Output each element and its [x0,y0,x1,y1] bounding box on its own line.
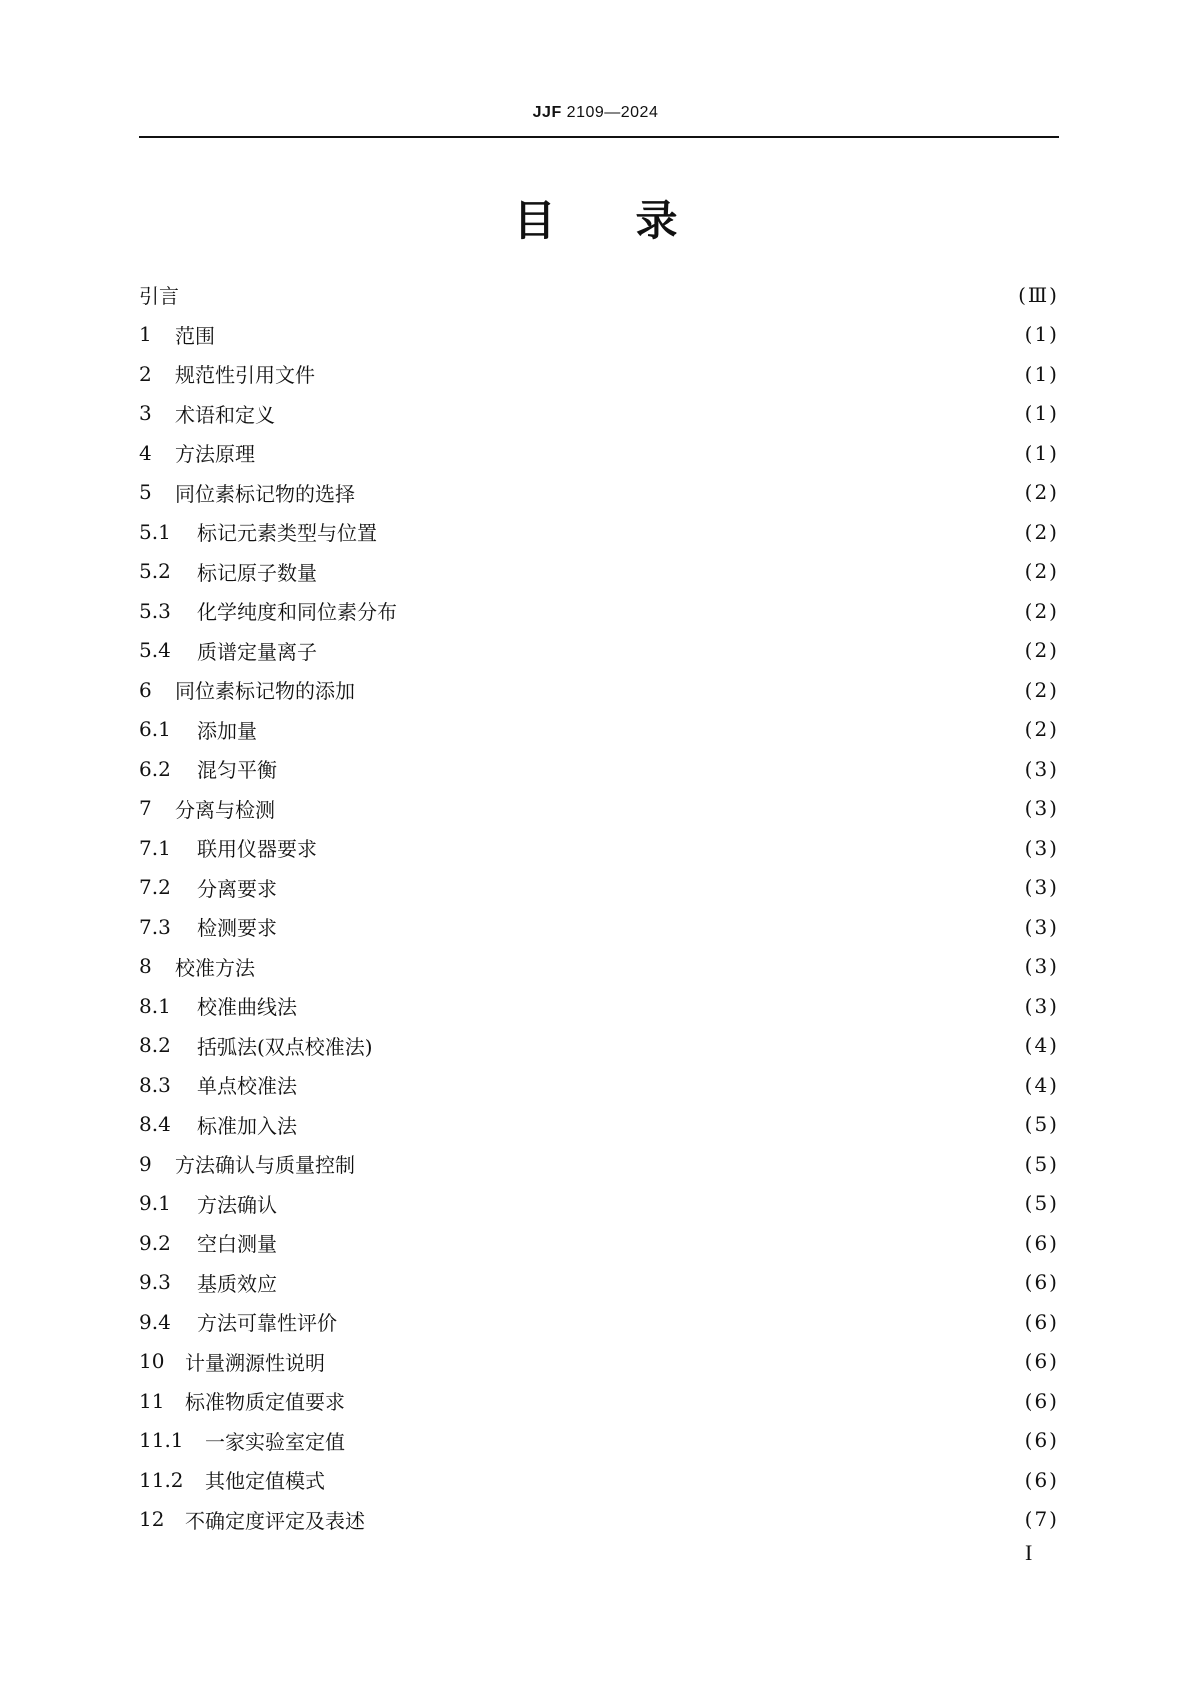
toc-entry-page: (2) [1024,717,1059,742]
toc-entry-page: (5) [1024,1191,1059,1216]
toc-entry[interactable] [139,789,1059,829]
toc-entry-title: 单点校准法 [197,1074,297,1099]
toc-dot-leader [281,917,1021,937]
toc-entry-page: (4) [1024,1033,1059,1058]
toc-entry-title: 添加量 [197,718,257,743]
toc-entry-page: (6) [1024,1270,1059,1295]
toc-entry-title: 范围 [175,323,215,348]
toc-entry[interactable] [139,1065,1059,1105]
document-code-prefix: JJF [532,104,562,121]
toc-entry-page: (6) [1024,1467,1059,1492]
toc-entry-number: 5.4 [139,638,171,663]
toc-entry[interactable] [139,354,1059,394]
toc-dot-leader [329,1470,1021,1490]
toc-dot-leader [401,601,1021,621]
toc-entry[interactable] [139,275,1059,315]
table-of-contents [139,275,1059,1539]
toc-dot-leader [381,522,1021,542]
toc-entry[interactable] [139,1184,1059,1224]
toc-entry-number: 7.3 [139,914,171,939]
toc-entry[interactable] [139,473,1059,513]
toc-entry-title: 质谱定量离子 [197,639,317,664]
toc-dot-leader [319,364,1021,384]
toc-entry-page: (2) [1024,677,1059,702]
toc-entry-page: (1) [1024,361,1059,386]
toc-entry-title: 同位素标记物的选择 [175,481,355,506]
toc-entry-title: 分离与检测 [175,797,275,822]
toc-entry-page: (1) [1024,401,1059,426]
toc-entry-title: 同位素标记物的添加 [175,679,355,704]
toc-entry[interactable] [139,591,1059,631]
toc-entry[interactable] [139,907,1059,947]
toc-dot-leader [329,1351,1021,1371]
toc-entry[interactable] [139,1302,1059,1342]
header-rule [139,136,1059,138]
toc-entry-page: (3) [1024,835,1059,860]
toc-entry-page: (6) [1024,1309,1059,1334]
toc-entry-page: (1) [1024,440,1059,465]
toc-entry[interactable] [139,1342,1059,1382]
toc-entry[interactable] [139,868,1059,908]
toc-entry[interactable] [139,631,1059,671]
toc-dot-leader [261,719,1021,739]
toc-entry-number: 7 [139,796,152,821]
toc-entry-title: 标准物质定值要求 [185,1390,345,1415]
toc-dot-leader [359,680,1021,700]
toc-entry-title: 方法原理 [175,442,255,467]
toc-entry-number: 12 [139,1507,165,1532]
toc-dot-leader [377,1035,1021,1055]
toc-entry-title: 方法可靠性评价 [197,1311,337,1336]
toc-entry[interactable] [139,1421,1059,1461]
toc-dot-leader [301,1075,1021,1095]
toc-entry-number: 7.2 [139,875,171,900]
toc-dot-leader [349,1430,1021,1450]
toc-entry[interactable] [139,1500,1059,1540]
toc-dot-leader [369,1509,1021,1529]
toc-entry-page: (2) [1024,598,1059,623]
toc-entry[interactable] [139,1144,1059,1184]
toc-entry-number: 8.2 [139,1033,171,1058]
toc-entry-title: 括弧法(双点校准法) [197,1034,373,1059]
toc-entry-page: (4) [1024,1072,1059,1097]
toc-entry-page: (6) [1024,1388,1059,1413]
toc-entry-title: 化学纯度和同位素分布 [197,600,397,625]
toc-entry-title: 检测要求 [197,916,277,941]
toc-entry-title: 方法确认与质量控制 [175,1153,355,1178]
toc-entry-number: 5 [139,480,152,505]
toc-entry-page: (3) [1024,993,1059,1018]
toc-entry-title: 混匀平衡 [197,758,277,783]
toc-dot-leader [359,482,1021,502]
toc-entry-number: 8.1 [139,993,171,1018]
toc-entry-title: 方法确认 [197,1192,277,1217]
toc-entry-page: (6) [1024,1230,1059,1255]
toc-entry-title: 校准方法 [175,955,255,980]
toc-entry-page: (2) [1024,480,1059,505]
document-code-header [0,104,1191,122]
toc-entry-page: (6) [1024,1428,1059,1453]
toc-entry-number: 9.2 [139,1230,171,1255]
toc-entry[interactable] [139,1460,1059,1500]
toc-entry[interactable] [139,670,1059,710]
toc-entry-title: 一家实验室定值 [205,1429,345,1454]
toc-dot-leader [259,956,1021,976]
toc-dot-leader [259,443,1021,463]
toc-entry[interactable] [139,947,1059,987]
toc-entry-title: 引言 [139,284,179,309]
toc-entry-page: (3) [1024,914,1059,939]
toc-dot-leader [301,1114,1021,1134]
toc-entry-title: 联用仪器要求 [197,837,317,862]
toc-dot-leader [349,1391,1021,1411]
toc-entry-title: 计量溯源性说明 [185,1350,325,1375]
toc-entry-title: 分离要求 [197,876,277,901]
toc-entry[interactable] [139,1223,1059,1263]
toc-entry-title: 基质效应 [197,1271,277,1296]
toc-entry-number: 8.4 [139,1112,171,1137]
toc-entry-title: 其他定值模式 [205,1469,325,1494]
toc-dot-leader [281,1272,1021,1292]
toc-entry[interactable] [139,1105,1059,1145]
toc-entry[interactable] [139,394,1059,434]
toc-entry-page: (3) [1024,954,1059,979]
toc-entry[interactable] [139,512,1059,552]
toc-entry-page: (5) [1024,1112,1059,1137]
toc-entry[interactable] [139,1263,1059,1303]
toc-dot-leader [279,403,1021,423]
page-number: I [1025,1540,1033,1565]
toc-entry-title: 标准加入法 [197,1113,297,1138]
toc-entry-page: (2) [1024,519,1059,544]
toc-dot-leader [219,324,1021,344]
toc-entry[interactable] [139,552,1059,592]
toc-entry-number: 6.1 [139,717,171,742]
toc-entry-page: (6) [1024,1349,1059,1374]
toc-entry-number: 1 [139,322,152,347]
toc-entry[interactable] [139,315,1059,355]
toc-entry-number: 11.1 [139,1428,184,1453]
toc-entry-title: 校准曲线法 [197,995,297,1020]
toc-dot-leader [281,1193,1021,1213]
page-title: 目录 [513,196,758,245]
toc-entry-number: 9.1 [139,1191,171,1216]
toc-entry-page: (5) [1024,1151,1059,1176]
toc-entry-number: 10 [139,1349,165,1374]
toc-entry-number: 9.4 [139,1309,171,1334]
toc-entry-number: 8 [139,954,152,979]
toc-entry-number: 7.1 [139,835,171,860]
toc-dot-leader [281,1233,1021,1253]
toc-dot-leader [281,877,1021,897]
toc-dot-leader [321,838,1021,858]
toc-entry-number: 9 [139,1151,152,1176]
toc-entry[interactable] [139,749,1059,789]
toc-entry[interactable] [139,710,1059,750]
toc-dot-leader [341,1312,1021,1332]
toc-dot-leader [301,996,1021,1016]
toc-entry[interactable] [139,433,1059,473]
toc-entry-number: 6 [139,677,152,702]
toc-entry-page: (1) [1024,322,1059,347]
toc-entry-page: (2) [1024,559,1059,584]
toc-entry-title: 规范性引用文件 [175,363,315,388]
toc-entry-page: (Ⅲ) [1018,282,1059,307]
toc-entry-page: (3) [1024,796,1059,821]
toc-entry-number: 3 [139,401,152,426]
toc-entry[interactable] [139,1026,1059,1066]
toc-entry[interactable] [139,986,1059,1026]
toc-entry-number: 9.3 [139,1270,171,1295]
toc-entry-number: 4 [139,440,152,465]
toc-entry-number: 5.1 [139,519,171,544]
toc-entry-title: 标记元素类型与位置 [197,521,377,546]
toc-entry-number: 5.2 [139,559,171,584]
toc-dot-leader [279,798,1021,818]
toc-entry[interactable] [139,828,1059,868]
toc-dot-leader [183,285,1014,305]
toc-entry-title: 空白测量 [197,1232,277,1257]
toc-entry-number: 8.3 [139,1072,171,1097]
toc-dot-leader [281,759,1021,779]
toc-dot-leader [321,561,1021,581]
toc-entry-number: 5.3 [139,598,171,623]
toc-entry-number: 2 [139,361,152,386]
toc-entry-title: 术语和定义 [175,402,275,427]
toc-entry-title: 标记原子数量 [197,560,317,585]
toc-dot-leader [321,640,1021,660]
document-code-number: 2109—2024 [561,104,659,121]
toc-entry-number: 11.2 [139,1467,184,1492]
toc-entry-page: (7) [1024,1507,1059,1532]
toc-entry-number: 6.2 [139,756,171,781]
toc-entry-page: (3) [1024,875,1059,900]
toc-entry-page: (2) [1024,638,1059,663]
toc-entry-title: 不确定度评定及表述 [185,1508,365,1533]
toc-entry-page: (3) [1024,756,1059,781]
toc-dot-leader [359,1154,1021,1174]
toc-entry-number: 11 [139,1388,165,1413]
toc-entry[interactable] [139,1381,1059,1421]
